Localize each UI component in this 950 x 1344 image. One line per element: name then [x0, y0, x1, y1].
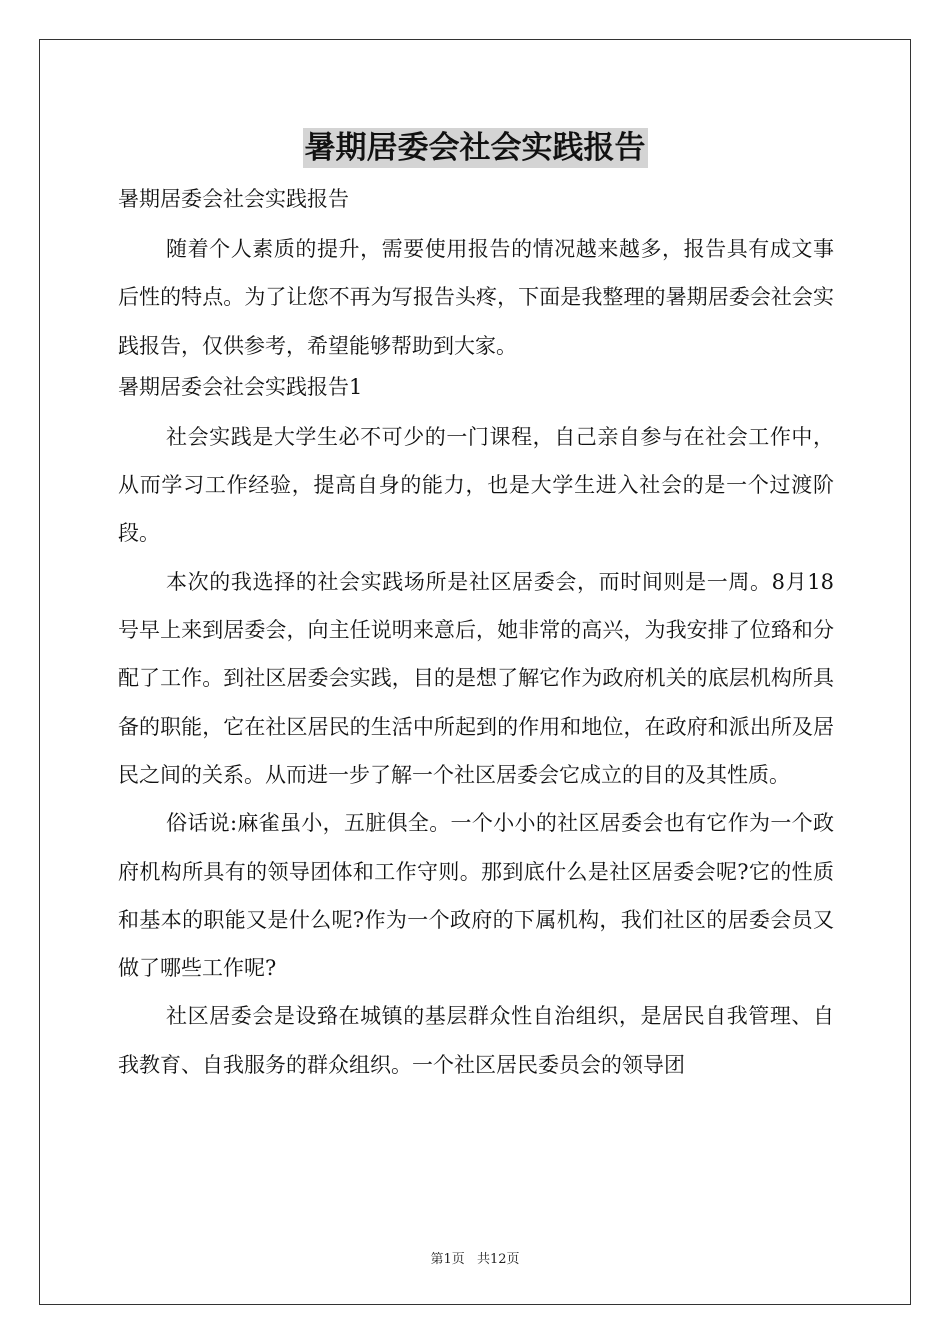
body-paragraph: 本次的我选择的社会实践场所是社区居委会，而时间则是一周。8月18号早上来到居委会，向主任说明来意后，她非常的高兴，为我安排了位臵和分配了工作。到社区居委会实践，目的是想了解它作为政府机关的底层机构所具备的职能，它在社区居民的生活中所起到的作用和地位，在政府和派出所及居民之间的关系。从而进一步了解一个社区居委会它成立的目的及其性质。 — [118, 569, 834, 787]
body-paragraph: 社会实践是大学生必不可少的一门课程，自己亲自参与在社会工作中，从而学习工作经验，提高自身的能力，也是大学生进入社会的是一个过渡阶段。 — [118, 424, 834, 546]
section-heading: 暑期居委会社会实践报告1 — [118, 374, 363, 399]
title-container — [0, 128, 950, 168]
body-paragraph: 俗话说:麻雀虽小，五脏俱全。一个小小的社区居委会也有它作为一个政府机构所具有的领导团体和工作守则。那到底什么是社区居委会呢?它的性质和基本的职能又是什么呢?作为一个政府的下属机构，我们社区的居委会员又做了哪些工作呢? — [118, 811, 834, 981]
body-paragraph: 社区居委会是设臵在城镇的基层群众性自治组织，是居民自我管理、自我教育、自我服务的群众组织。一个社区居民委员会的领导团 — [118, 1004, 834, 1077]
page-number: 第1页 — [430, 1252, 465, 1267]
document-title: 暑期居委会社会实践报告 — [304, 130, 646, 166]
document-body — [118, 182, 834, 1089]
intro-paragraph: 随着个人素质的提升，需要使用报告的情况越来越多，报告具有成文事后性的特点。为了让您不再为写报告头疼，下面是我整理的暑期居委会社会实践报告，仅供参考，希望能够帮助到大家。 — [118, 237, 834, 358]
page-total: 共12页 — [476, 1252, 520, 1267]
document-subtitle: 暑期居委会社会实践报告 — [118, 187, 349, 211]
page-footer — [0, 1248, 950, 1267]
